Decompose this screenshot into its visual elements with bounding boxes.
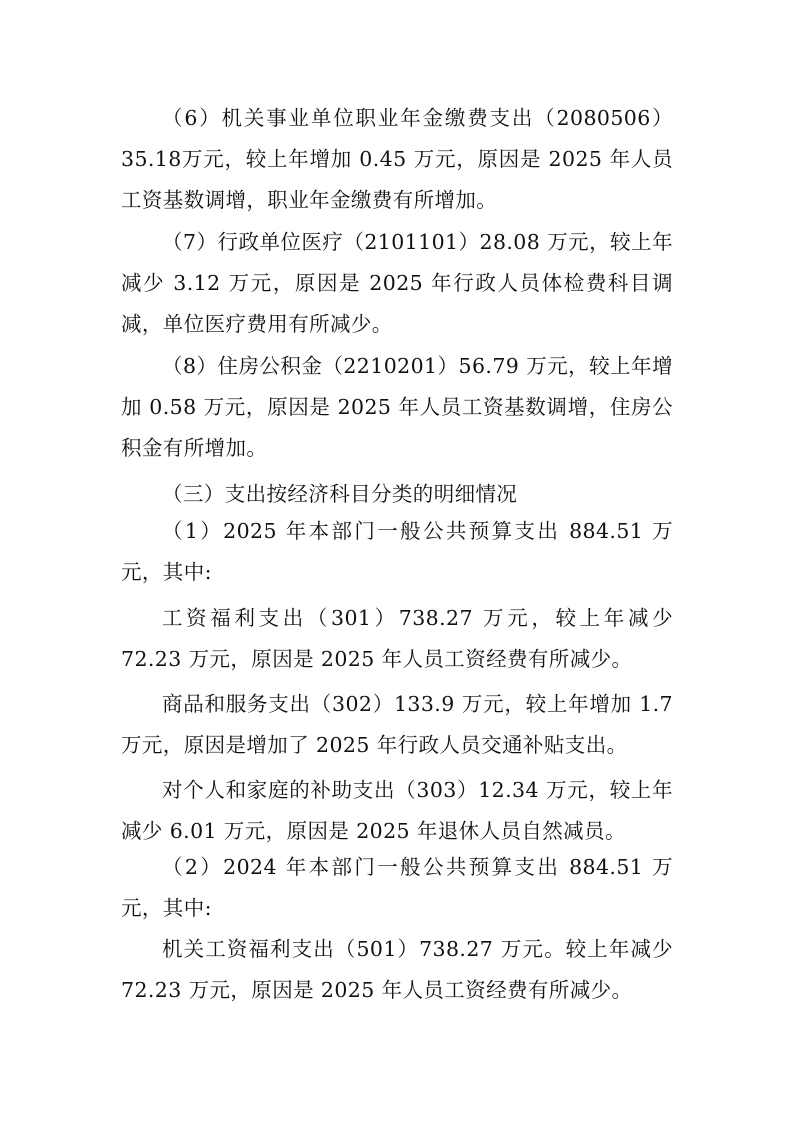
paragraph-agency-salary-welfare: 机关工资福利支出（501）738.27 万元。较上年减少 72.23 万元，原因是 2025 年人员工资经费有所减少。 <box>121 937 673 1002</box>
section-heading-economic-classification: （三）支出按经济科目分类的明细情况 <box>162 482 518 506</box>
paragraph-pension-contribution: （6）机关事业单位职业年金缴费支出（2080506）35.18万元，较上年增加 0.45 万元，原因是 2025 年人员工资基数调增，职业年金缴费有所增加。 <box>121 106 673 212</box>
paragraph-2024-general-budget: （2）2024 年本部门一般公共预算支出 884.51 万元，其中: <box>121 855 673 920</box>
paragraph-administrative-medical: （7）行政单位医疗（2101101）28.08 万元，较上年减少 3.12 万元，原因是 2025 年行政人员体检费科目调减，单位医疗费用有所减少。 <box>121 230 673 336</box>
paragraph-goods-services: 商品和服务支出（302）133.9 万元，较上年增加 1.7 万元，原因是增加了 2025 年行政人员交通补贴支出。 <box>121 692 673 757</box>
paragraph-salary-welfare: 工资福利支出（301）738.27 万元，较上年减少 72.23 万元，原因是 2025 年人员工资经费有所减少。 <box>121 606 673 671</box>
paragraph-housing-fund: （8）住房公积金（2210201）56.79 万元，较上年增加 0.58 万元，原因是 2025 年人员工资基数调增，住房公积金有所增加。 <box>121 354 673 460</box>
paragraph-individual-household-subsidy: 对个人和家庭的补助支出（303）12.34 万元，较上年减少 6.01 万元，原因是 2025 年退休人员自然减员。 <box>121 778 673 843</box>
paragraph-2025-general-budget: （1）2025 年本部门一般公共预算支出 884.51 万元，其中: <box>121 519 673 584</box>
